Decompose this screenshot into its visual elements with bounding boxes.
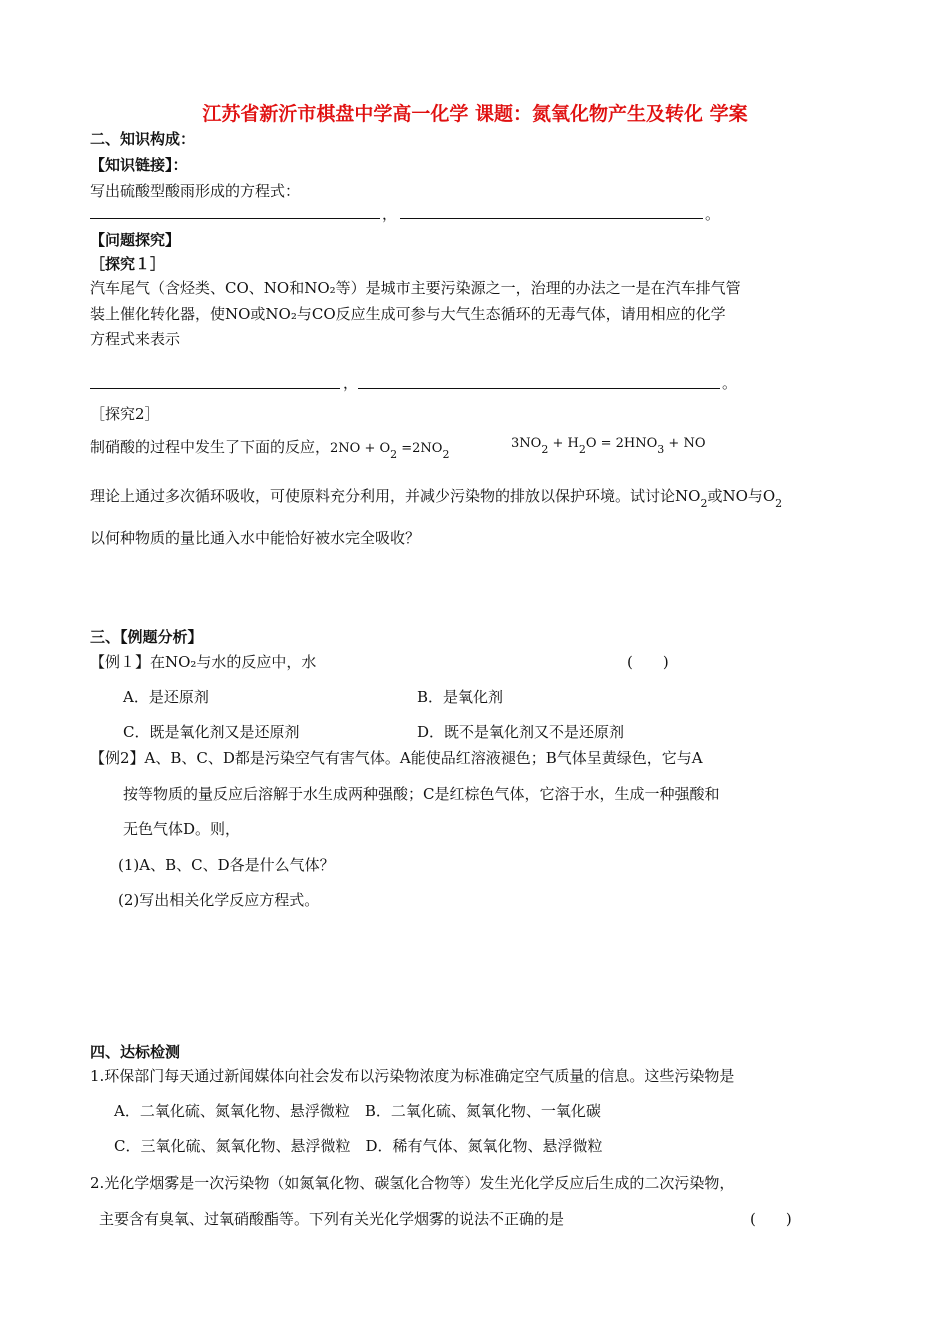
page-title: 江苏省新沂市棋盘中学高一化学 课题：氮氧化物产生及转化 学案	[202, 103, 748, 125]
problem-heading: 【问题探究】	[90, 231, 181, 249]
section-4-heading: 四、达标检测	[90, 1043, 181, 1061]
question-1-options-ab: A．二氧化硫、氮氧化物、悬浮微粒 B．二氧化硫、氮氧化物、一氧化碳	[114, 1102, 601, 1120]
example-1-option-c: C．既是氧化剂又是还原剂	[123, 723, 300, 741]
example-1-option-b: B．是氧化剂	[417, 688, 504, 706]
example-1-option-a: A．是还原剂	[123, 688, 209, 706]
answer-line	[358, 388, 720, 389]
explore-1-line-2: 装上催化转化器，使NO或NO₂与CO反应生成可参与大气生态循环的无毒气体，请用相应的化学	[90, 305, 726, 323]
answer-line	[400, 218, 703, 219]
comma: ，	[343, 374, 359, 392]
example-2-line-2: 按等物质的量反应后溶解于水生成两种强酸；C是红棕色气体，它溶于水，生成一种强酸和	[123, 785, 720, 803]
explore-2-intro	[90, 436, 450, 461]
knowledge-link-heading: 【知识链接】：	[90, 156, 188, 174]
question-1: 1.环保部门每天通过新闻媒体向社会发布以污染物浓度为标准确定空气质量的信息。这些污染物是	[90, 1067, 735, 1085]
explore-2-label: ［探究2］	[90, 405, 160, 423]
answer-line	[90, 388, 340, 389]
example-2-line-3: 无色气体D。则，	[123, 820, 241, 838]
explore-1-label: ［探究１］	[90, 255, 166, 273]
answer-line	[90, 218, 380, 219]
knowledge-link-text: 写出硫酸型酸雨形成的方程式：	[90, 182, 301, 200]
explore-1-line-3: 方程式来表示	[90, 330, 181, 348]
question-2-line-1: 2.光化学烟雾是一次污染物（如氮氧化物、碳氢化合物等）发生光化学反应后生成的二次污染物，	[90, 1174, 735, 1192]
section-3-heading: 三、【例题分析】	[90, 628, 203, 646]
period: 。	[722, 374, 738, 392]
equation-2: $3NO_2 + H_2O = 2HNO_3$ + NO	[511, 436, 706, 456]
explore-1-line-1: 汽车尾气（含烃类、CO、NO和NO₂等）是城市主要污染源之一，治理的办法之一是在汽车排气管	[90, 279, 741, 297]
explore-2-line-2: 理论上通过多次循环吸收，可使原料充分利用，并减少污染物的排放以保护环境。试讨论$NO_2$或NO与$O_2$	[90, 487, 783, 510]
comma: ，	[382, 205, 398, 223]
example-2-question-2: (2)写出相关化学反应方程式。	[118, 891, 320, 909]
example-1-option-d: D．既不是氧化剂又不是还原剂	[417, 723, 625, 741]
explore-2-intro-text: 制硝酸的过程中发生了下面的反应，	[90, 438, 331, 456]
period: 。	[705, 205, 721, 223]
answer-paren: ( )	[627, 653, 669, 671]
section-2-heading: 二、知识构成：	[90, 130, 196, 148]
example-2-line-1: 【例2】A、B、C、D都是污染空气有害气体。A能使品红溶液褪色；B气体呈黄绿色，它与A	[90, 749, 703, 767]
example-2-question-1: (1)A、B、C、D各是什么气体？	[118, 856, 335, 874]
example-1: 【例１】在NO₂与水的反应中，水	[90, 653, 317, 671]
equation-1: $2NO + O_2 =2NO_2$	[330, 441, 450, 461]
question-2-line-2: 主要含有臭氧、过氧硝酸酯等。下列有关光化学烟雾的说法不正确的是	[99, 1210, 565, 1228]
explore-2-line-3: 以何种物质的量比通入水中能恰好被水完全吸收？	[90, 529, 421, 547]
answer-paren: ( )	[750, 1210, 792, 1228]
question-1-options-cd: C．三氧化硫、氮氧化物、悬浮微粒 D．稀有气体、氮氧化物、悬浮微粒	[114, 1137, 603, 1155]
